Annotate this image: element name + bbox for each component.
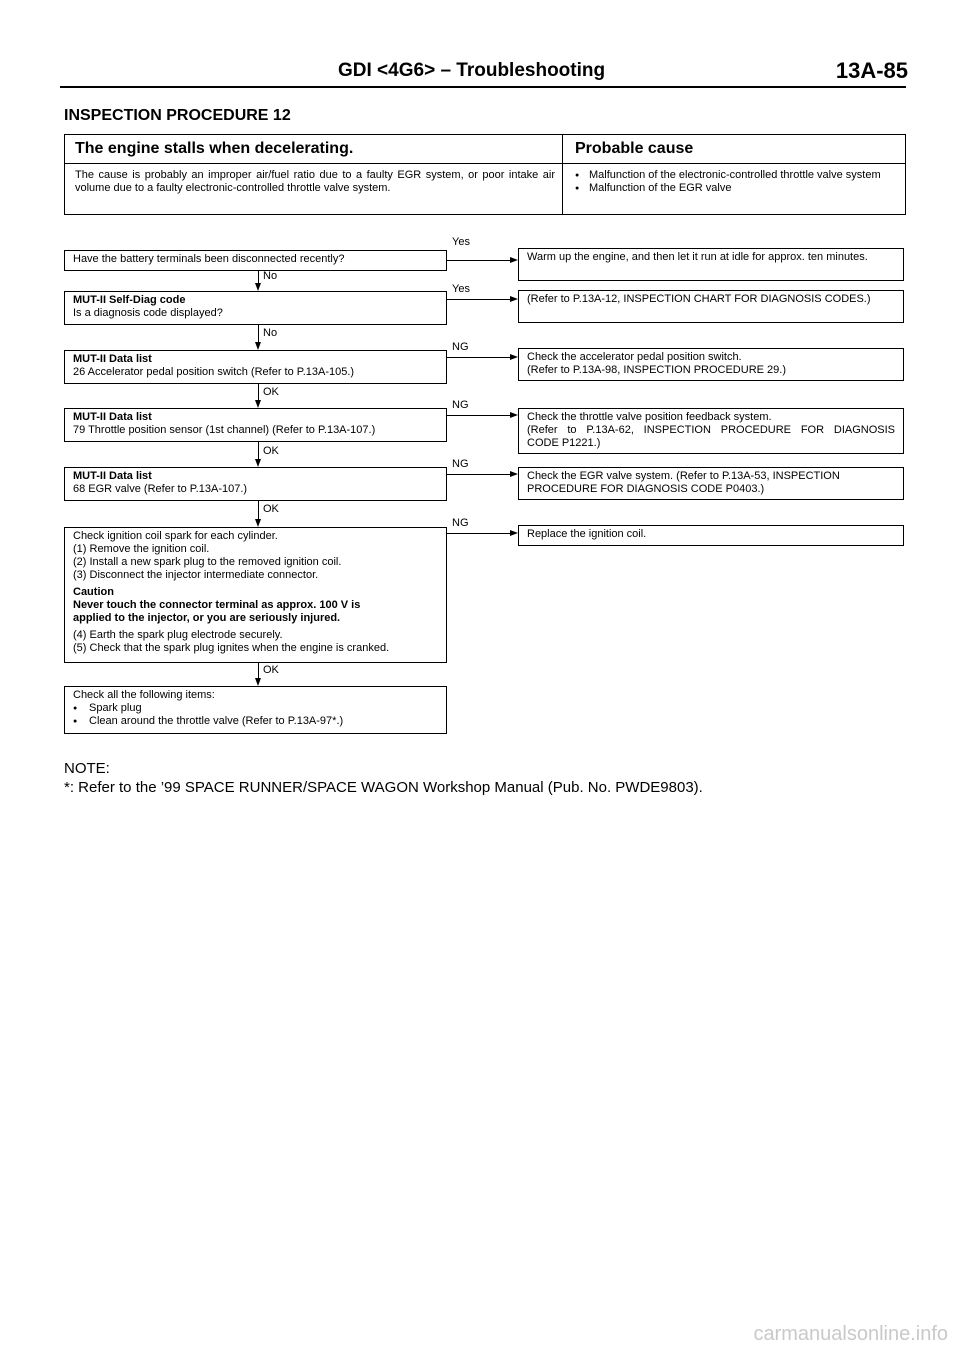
arrow-right — [510, 412, 518, 418]
watermark: carmanualsonline.info — [753, 1323, 948, 1345]
step7-item: ● Spark plug — [73, 702, 438, 715]
arrow-down — [255, 678, 261, 686]
section-title: INSPECTION PROCEDURE 12 — [64, 107, 291, 124]
page-number: 13A-85 — [835, 58, 908, 83]
note-heading: NOTE: — [64, 760, 110, 777]
step1-result-box — [518, 248, 904, 281]
cause-item: ● Malfunction of the electronic-controlled throttle valve system — [571, 169, 901, 182]
connector — [258, 663, 259, 678]
step4-result: CODE P1221.) — [527, 437, 601, 449]
note-text: *: Refer to the ’99 SPACE RUNNER/SPACE WAGON Workshop Manual (Pub. No. PWDE9803). — [64, 779, 703, 796]
step2-result: (Refer to P.13A-12, INSPECTION CHART FOR DIAGNOSIS CODES.) — [527, 293, 871, 305]
branch-label: NG — [452, 517, 469, 529]
step1-text: Have the battery terminals been disconnected recently? — [73, 253, 345, 265]
step2-box — [64, 291, 447, 325]
probable-cause-heading: Probable cause — [575, 140, 694, 157]
connector — [258, 442, 259, 459]
connector — [258, 271, 259, 283]
cause-item: ● Malfunction of the EGR valve — [571, 182, 901, 195]
connector — [258, 384, 259, 400]
arrow-down — [255, 519, 261, 527]
next-label: No — [263, 270, 278, 282]
header-rule — [60, 86, 906, 88]
branch-label: Yes — [452, 283, 470, 295]
step5-text: 68 EGR valve (Refer to P.13A-107.) — [73, 483, 248, 495]
branch-label: NG — [452, 458, 469, 470]
branch-label: Yes — [452, 236, 470, 248]
step4-box — [64, 408, 447, 442]
step5-result: Check the EGR valve system. (Refer to P.13A-53, INSPECTION — [527, 470, 840, 482]
symptom-description: The cause is probably an improper air/fuel ratio due to a faulty EGR system, or poor intake air volume due to a faulty electronic-controlled throttle valve system. — [75, 169, 555, 194]
connector — [447, 260, 510, 261]
step2-title: MUT-II Self-Diag code — [73, 294, 186, 306]
step5-result-box — [518, 467, 904, 500]
arrow-right — [510, 471, 518, 477]
step2-text: Is a diagnosis code displayed? — [73, 307, 223, 319]
step1-result: Warm up the engine, and then let it run at idle for approx. ten minutes. — [527, 251, 868, 263]
branch-label: NG — [452, 341, 469, 353]
caution-text: Never touch the connector terminal as approx. 100 V is — [73, 599, 361, 611]
next-label: OK — [263, 386, 279, 398]
arrow-down — [255, 459, 261, 467]
arrow-down — [255, 283, 261, 291]
arrow-right — [510, 296, 518, 302]
step6-item: (5) Check that the spark plug ignites when the engine is cranked. — [73, 642, 390, 654]
step5-title: MUT-II Data list — [73, 470, 152, 482]
step7-item: ● Clean around the throttle valve (Refer to P.13A-97*.) — [73, 715, 438, 728]
step4-title: MUT-II Data list — [73, 411, 152, 423]
step4-text: 79 Throttle position sensor (1st channel) (Refer to P.13A-107.) — [73, 424, 376, 436]
step6-item: (1) Remove the ignition coil. — [73, 543, 210, 555]
connector — [447, 357, 510, 358]
step2-result-box — [518, 290, 904, 323]
symptom-heading: The engine stalls when decelerating. — [75, 140, 354, 157]
step4-result: (Refer to P.13A-62, INSPECTION PROCEDURE FOR DIAGNOSIS — [527, 424, 895, 436]
branch-label: NG — [452, 399, 469, 411]
arrow-right — [510, 354, 518, 360]
step7-box — [64, 686, 447, 734]
step6-item: (4) Earth the spark plug electrode securely. — [73, 629, 283, 641]
page-title: GDI <4G6> – Troubleshooting — [338, 60, 606, 81]
step5-box — [64, 467, 447, 501]
arrow-down — [255, 400, 261, 408]
step3-text: 26 Accelerator pedal position switch (Refer to P.13A-105.) — [73, 366, 355, 378]
step5-result: PROCEDURE FOR DIAGNOSIS CODE P0403.) — [527, 483, 765, 495]
summary-header-rule — [65, 163, 905, 164]
step6-title: Check ignition coil spark for each cylinder. — [73, 530, 278, 542]
step7-title: Check all the following items: — [73, 689, 215, 701]
next-label: No — [263, 327, 278, 339]
arrow-down — [255, 342, 261, 350]
arrow-right — [510, 257, 518, 263]
arrow-right — [510, 530, 518, 536]
connector — [258, 325, 259, 342]
step1-box — [64, 250, 447, 271]
connector — [447, 533, 510, 534]
caution-text: applied to the injector, or you are seriously injured. — [73, 612, 341, 624]
next-label: OK — [263, 445, 279, 457]
step6-result-box — [518, 525, 904, 546]
caution-heading: Caution — [73, 586, 114, 598]
step3-title: MUT-II Data list — [73, 353, 152, 365]
connector — [447, 299, 510, 300]
connector — [447, 474, 510, 475]
step6-item: (3) Disconnect the injector intermediate connector. — [73, 569, 319, 581]
connector — [258, 501, 259, 519]
probable-cause-list — [571, 169, 901, 195]
step3-result: (Refer to P.13A-98, INSPECTION PROCEDURE 29.) — [527, 364, 786, 376]
next-label: OK — [263, 664, 279, 676]
connector — [447, 415, 510, 416]
step6-result: Replace the ignition coil. — [527, 528, 647, 540]
step3-box — [64, 350, 447, 384]
step3-result-box — [518, 348, 904, 381]
summary-divider — [562, 135, 563, 214]
step6-box — [64, 527, 447, 663]
step4-result: Check the throttle valve position feedback system. — [527, 411, 772, 423]
summary-table — [64, 134, 906, 215]
next-label: OK — [263, 503, 279, 515]
step4-result-box — [518, 408, 904, 454]
step6-item: (2) Install a new spark plug to the removed ignition coil. — [73, 556, 342, 568]
step3-result: Check the accelerator pedal position switch. — [527, 351, 742, 363]
